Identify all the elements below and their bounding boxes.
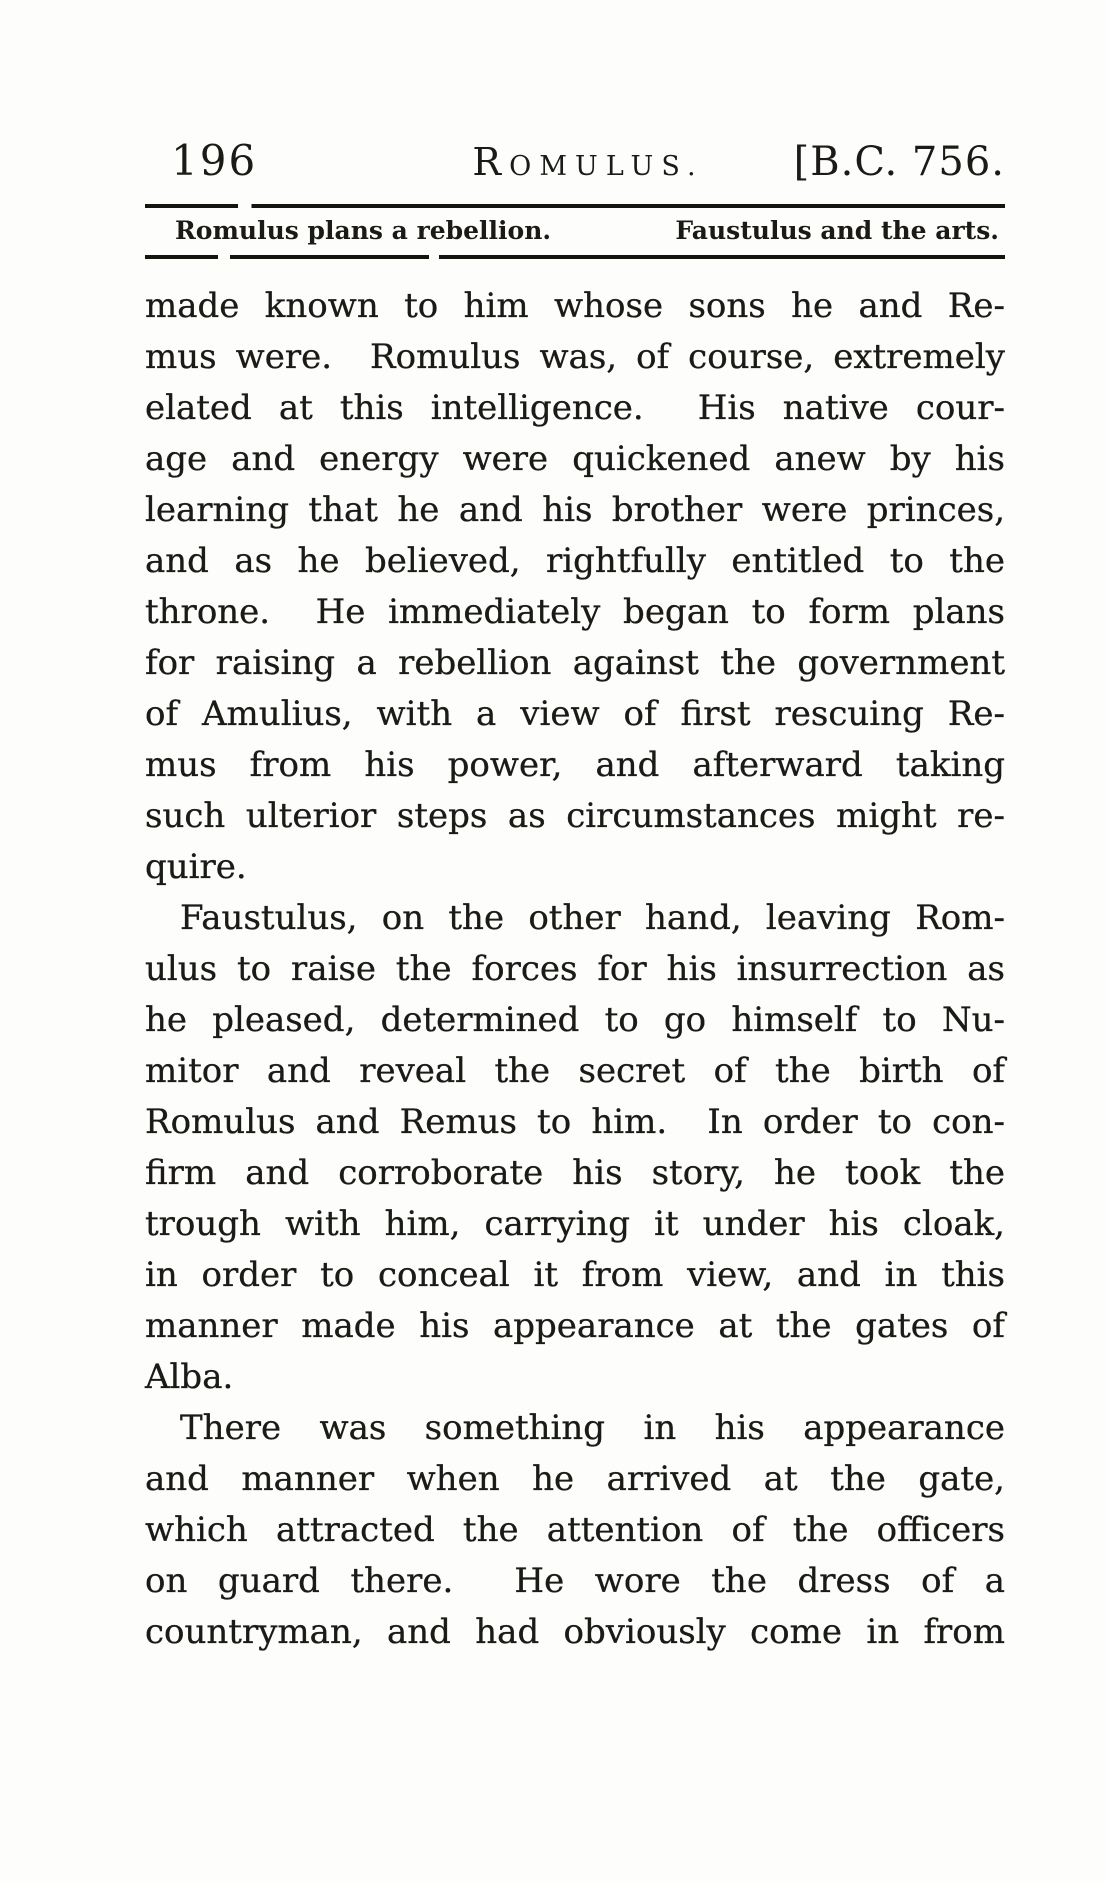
text-line: throne. He immediately began to form plans	[145, 592, 1005, 632]
text-line: and manner when he arrived at the gate,	[145, 1459, 1005, 1499]
left-column-head: Romulus plans a rebellion.	[175, 216, 552, 245]
paragraph	[145, 1403, 1005, 1658]
date-marker: [B.C. 756.	[793, 139, 1005, 185]
text-line: learning that he and his brother were princes,	[145, 490, 1005, 530]
text-line: firm and corroborate his story, he took the	[145, 1153, 1005, 1193]
text-line: such ulterior steps as circumstances might re-	[145, 796, 1005, 836]
text-line: of Amulius, with a view of first rescuing Re-	[145, 694, 1005, 734]
text-line: countryman, and had obviously come in from	[145, 1612, 1005, 1652]
text-line: for raising a rebellion against the government	[145, 643, 1005, 683]
text-line: and as he believed, rightfully entitled to the	[145, 541, 1005, 581]
header-rule-bottom	[145, 255, 1005, 259]
text-line: Romulus and Remus to him. In order to con-	[145, 1102, 1005, 1142]
text-line: elated at this intelligence. His native cour-	[145, 388, 1005, 428]
text-line: trough with him, carrying it under his cloak,	[145, 1204, 1005, 1244]
text-line: There was something in his appearance	[180, 1408, 1005, 1448]
header-rule-top	[145, 204, 1005, 208]
paragraph	[145, 893, 1005, 1403]
text-line: ulus to raise the forces for his insurrection as	[145, 949, 1005, 989]
text-line: Alba.	[145, 1357, 234, 1397]
text-line: which attracted the attention of the officers	[145, 1510, 1005, 1550]
running-title: ROMULUS.	[472, 140, 704, 184]
text-line: in order to conceal it from view, and in this	[145, 1255, 1005, 1295]
text-line: made known to him whose sons he and Re-	[145, 286, 1005, 326]
text-line: Faustulus, on the other hand, leaving Rom-	[180, 898, 1005, 938]
text-line: manner made his appearance at the gates of	[145, 1306, 1005, 1346]
page-header	[145, 136, 1005, 192]
text-line: quire.	[145, 847, 247, 887]
right-column-head: Faustulus and the arts.	[675, 216, 999, 245]
page-number: 196	[171, 136, 258, 185]
column-heads	[145, 215, 1005, 247]
paragraph	[145, 281, 1005, 893]
text-line: he pleased, determined to go himself to Nu-	[145, 1000, 1005, 1040]
text-line: mus from his power, and afterward taking	[145, 745, 1005, 785]
page-content	[145, 136, 1005, 1658]
text-line: mitor and reveal the secret of the birth of	[145, 1051, 1005, 1091]
body-text	[145, 281, 1005, 1658]
text-line: on guard there. He wore the dress of a	[145, 1561, 1005, 1601]
text-line: age and energy were quickened anew by his	[145, 439, 1005, 479]
text-line: mus were. Romulus was, of course, extremely	[145, 337, 1005, 377]
